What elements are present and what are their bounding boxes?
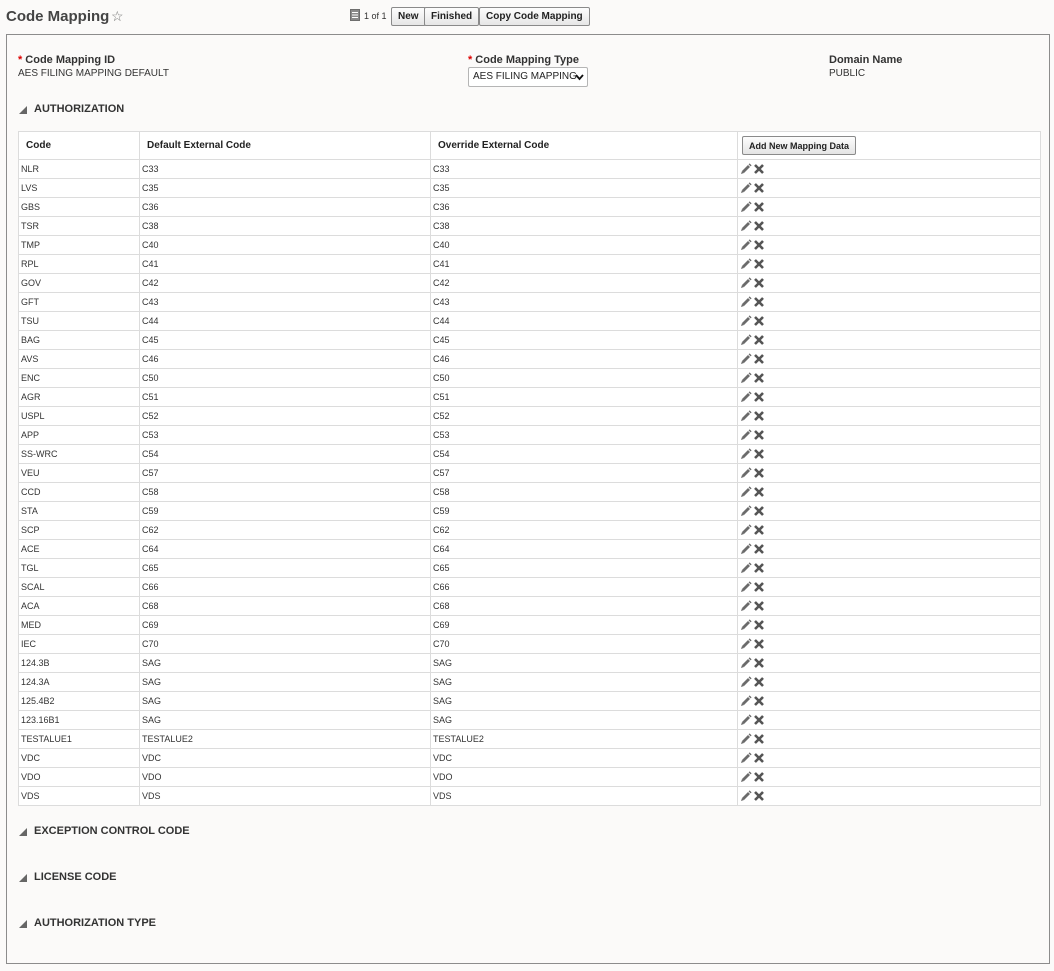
- edit-pencil-icon[interactable]: [740, 581, 752, 593]
- table-row[interactable]: [19, 388, 1041, 407]
- code-cell: SCAL: [19, 578, 140, 597]
- default-external-code-cell: C53: [140, 426, 431, 445]
- edit-pencil-icon[interactable]: [740, 467, 752, 479]
- delete-x-icon[interactable]: [753, 657, 765, 669]
- default-external-code-cell: C62: [140, 521, 431, 540]
- table-row[interactable]: [19, 445, 1041, 464]
- delete-x-icon[interactable]: [753, 296, 765, 308]
- delete-x-icon[interactable]: [753, 277, 765, 289]
- favorite-star-icon[interactable]: ☆: [111, 8, 124, 24]
- code-cell: ACE: [19, 540, 140, 559]
- default-external-code-cell: C36: [140, 198, 431, 217]
- code-cell: VDS: [19, 787, 140, 806]
- table-row[interactable]: [19, 236, 1041, 255]
- row-actions-cell: [738, 616, 1041, 635]
- collapse-triangle-icon: [19, 828, 27, 836]
- mapping-table: [18, 131, 1041, 806]
- column-header-default-external-code: Default External Code: [140, 132, 431, 160]
- delete-x-icon[interactable]: [753, 334, 765, 346]
- override-external-code-cell: SAG: [431, 654, 738, 673]
- row-actions-cell: [738, 483, 1041, 502]
- code-cell: TMP: [19, 236, 140, 255]
- table-row[interactable]: [19, 312, 1041, 331]
- default-external-code-cell: C51: [140, 388, 431, 407]
- page-title: Code Mapping: [6, 8, 110, 25]
- code-cell: VDO: [19, 768, 140, 787]
- top-bar: [0, 0, 1054, 34]
- edit-pencil-icon[interactable]: [740, 239, 752, 251]
- default-external-code-cell: C68: [140, 597, 431, 616]
- edit-pencil-icon[interactable]: [740, 676, 752, 688]
- row-actions-cell: [738, 597, 1041, 616]
- row-actions-cell: [738, 388, 1041, 407]
- override-external-code-cell: C42: [431, 274, 738, 293]
- code-cell: TGL: [19, 559, 140, 578]
- edit-pencil-icon[interactable]: [740, 410, 752, 422]
- edit-pencil-icon[interactable]: [740, 714, 752, 726]
- delete-x-icon[interactable]: [753, 429, 765, 441]
- section-title: EXCEPTION CONTROL CODE: [34, 825, 190, 837]
- row-actions-cell: [738, 540, 1041, 559]
- table-row[interactable]: [19, 711, 1041, 730]
- code-cell: MED: [19, 616, 140, 635]
- code-cell: APP: [19, 426, 140, 445]
- delete-x-icon[interactable]: [753, 486, 765, 498]
- edit-pencil-icon[interactable]: [740, 600, 752, 612]
- default-external-code-cell: C69: [140, 616, 431, 635]
- delete-x-icon[interactable]: [753, 562, 765, 574]
- override-external-code-cell: C36: [431, 198, 738, 217]
- section-title: AUTHORIZATION TYPE: [34, 917, 157, 929]
- override-external-code-cell: C35: [431, 179, 738, 198]
- override-external-code-cell: C45: [431, 331, 738, 350]
- row-actions-cell: [738, 578, 1041, 597]
- delete-x-icon[interactable]: [753, 391, 765, 403]
- code-cell: GOV: [19, 274, 140, 293]
- code-cell: ENC: [19, 369, 140, 388]
- table-row[interactable]: [19, 198, 1041, 217]
- override-external-code-cell: C68: [431, 597, 738, 616]
- default-external-code-cell: C35: [140, 179, 431, 198]
- table-row[interactable]: [19, 255, 1041, 274]
- default-external-code-cell: C44: [140, 312, 431, 331]
- row-actions-cell: [738, 464, 1041, 483]
- override-external-code-cell: C38: [431, 217, 738, 236]
- code-cell: LVS: [19, 179, 140, 198]
- finished-button[interactable]: Finished: [424, 7, 479, 26]
- delete-x-icon[interactable]: [753, 543, 765, 555]
- edit-pencil-icon[interactable]: [740, 752, 752, 764]
- default-external-code-cell: C40: [140, 236, 431, 255]
- override-external-code-cell: C44: [431, 312, 738, 331]
- code-cell: USPL: [19, 407, 140, 426]
- table-row[interactable]: [19, 407, 1041, 426]
- override-external-code-cell: C64: [431, 540, 738, 559]
- row-actions-cell: [738, 198, 1041, 217]
- delete-x-icon[interactable]: [753, 638, 765, 650]
- edit-pencil-icon[interactable]: [740, 543, 752, 555]
- table-row[interactable]: [19, 597, 1041, 616]
- default-external-code-cell: C66: [140, 578, 431, 597]
- row-actions-cell: [738, 236, 1041, 255]
- default-external-code-cell: C64: [140, 540, 431, 559]
- code-mapping-id-value: AES FILING MAPPING DEFAULT: [18, 68, 169, 79]
- delete-x-icon[interactable]: [753, 163, 765, 175]
- override-external-code-cell: C62: [431, 521, 738, 540]
- default-external-code-cell: C57: [140, 464, 431, 483]
- collapse-triangle-icon: [19, 920, 27, 928]
- default-external-code-cell: SAG: [140, 654, 431, 673]
- code-mapping-type-value: AES FILING MAPPING: [473, 71, 577, 82]
- code-cell: 125.4B2: [19, 692, 140, 711]
- code-cell: AVS: [19, 350, 140, 369]
- add-new-mapping-data-button[interactable]: Add New Mapping Data: [742, 136, 856, 155]
- code-cell: STA: [19, 502, 140, 521]
- default-external-code-cell: C70: [140, 635, 431, 654]
- default-external-code-cell: C43: [140, 293, 431, 312]
- code-mapping-type-select[interactable]: [468, 67, 588, 87]
- code-cell: GBS: [19, 198, 140, 217]
- edit-pencil-icon[interactable]: [740, 296, 752, 308]
- delete-x-icon[interactable]: [753, 733, 765, 745]
- override-external-code-cell: C40: [431, 236, 738, 255]
- code-cell: VEU: [19, 464, 140, 483]
- edit-pencil-icon[interactable]: [740, 220, 752, 232]
- delete-x-icon[interactable]: [753, 239, 765, 251]
- table-row[interactable]: [19, 559, 1041, 578]
- table-row[interactable]: [19, 369, 1041, 388]
- override-external-code-cell: SAG: [431, 711, 738, 730]
- edit-pencil-icon[interactable]: [740, 638, 752, 650]
- copy-code-mapping-button[interactable]: Copy Code Mapping: [479, 7, 590, 26]
- override-external-code-cell: C41: [431, 255, 738, 274]
- delete-x-icon[interactable]: [753, 790, 765, 802]
- override-external-code-cell: VDO: [431, 768, 738, 787]
- code-cell: GFT: [19, 293, 140, 312]
- default-external-code-cell: C65: [140, 559, 431, 578]
- code-cell: SCP: [19, 521, 140, 540]
- edit-pencil-icon[interactable]: [740, 790, 752, 802]
- delete-x-icon[interactable]: [753, 220, 765, 232]
- required-marker: *: [468, 54, 473, 66]
- default-external-code-cell: SAG: [140, 692, 431, 711]
- default-external-code-cell: C33: [140, 160, 431, 179]
- section-title: LICENSE CODE: [34, 871, 117, 883]
- code-cell: VDC: [19, 749, 140, 768]
- table-row[interactable]: [19, 217, 1041, 236]
- default-external-code-cell: C54: [140, 445, 431, 464]
- table-row[interactable]: [19, 274, 1041, 293]
- table-row[interactable]: [19, 654, 1041, 673]
- table-row[interactable]: [19, 293, 1041, 312]
- edit-pencil-icon[interactable]: [740, 619, 752, 631]
- row-actions-cell: [738, 160, 1041, 179]
- delete-x-icon[interactable]: [753, 201, 765, 213]
- table-row[interactable]: [19, 635, 1041, 654]
- row-actions-cell: [738, 369, 1041, 388]
- table-row[interactable]: [19, 521, 1041, 540]
- chevron-down-icon: [575, 73, 584, 81]
- edit-pencil-icon[interactable]: [740, 771, 752, 783]
- table-row[interactable]: [19, 464, 1041, 483]
- table-row[interactable]: [19, 540, 1041, 559]
- code-cell: 124.3B: [19, 654, 140, 673]
- table-row[interactable]: [19, 692, 1041, 711]
- collapse-triangle-icon: [19, 874, 27, 882]
- delete-x-icon[interactable]: [753, 372, 765, 384]
- table-row[interactable]: [19, 160, 1041, 179]
- table-row[interactable]: [19, 749, 1041, 768]
- edit-pencil-icon[interactable]: [740, 182, 752, 194]
- override-external-code-cell: C58: [431, 483, 738, 502]
- delete-x-icon[interactable]: [753, 353, 765, 365]
- table-row[interactable]: [19, 768, 1041, 787]
- code-mapping-id-label: * Code Mapping ID: [18, 54, 116, 66]
- delete-x-icon[interactable]: [753, 505, 765, 517]
- row-actions-cell: [738, 255, 1041, 274]
- override-external-code-cell: C59: [431, 502, 738, 521]
- override-external-code-cell: C65: [431, 559, 738, 578]
- code-cell: RPL: [19, 255, 140, 274]
- row-actions-cell: [738, 217, 1041, 236]
- delete-x-icon[interactable]: [753, 524, 765, 536]
- override-external-code-cell: C54: [431, 445, 738, 464]
- edit-pencil-icon[interactable]: [740, 163, 752, 175]
- delete-x-icon[interactable]: [753, 752, 765, 764]
- table-row[interactable]: [19, 578, 1041, 597]
- default-external-code-cell: C38: [140, 217, 431, 236]
- override-external-code-cell: SAG: [431, 692, 738, 711]
- code-cell: ACA: [19, 597, 140, 616]
- table-row[interactable]: [19, 787, 1041, 806]
- override-external-code-cell: C51: [431, 388, 738, 407]
- delete-x-icon[interactable]: [753, 714, 765, 726]
- edit-pencil-icon[interactable]: [740, 486, 752, 498]
- row-actions-cell: [738, 293, 1041, 312]
- page-list-icon: [350, 9, 360, 21]
- default-external-code-cell: C45: [140, 331, 431, 350]
- override-external-code-cell: VDS: [431, 787, 738, 806]
- default-external-code-cell: C52: [140, 407, 431, 426]
- delete-x-icon[interactable]: [753, 581, 765, 593]
- default-external-code-cell: C42: [140, 274, 431, 293]
- default-external-code-cell: C58: [140, 483, 431, 502]
- pager-count: 1 of 1: [364, 11, 387, 21]
- override-external-code-cell: C50: [431, 369, 738, 388]
- edit-pencil-icon[interactable]: [740, 391, 752, 403]
- code-mapping-type-label: * Code Mapping Type: [468, 54, 579, 66]
- row-actions-cell: [738, 673, 1041, 692]
- row-actions-cell: [738, 502, 1041, 521]
- code-cell: 123.16B1: [19, 711, 140, 730]
- delete-x-icon[interactable]: [753, 771, 765, 783]
- code-cell: AGR: [19, 388, 140, 407]
- edit-pencil-icon[interactable]: [740, 733, 752, 745]
- delete-x-icon[interactable]: [753, 258, 765, 270]
- default-external-code-cell: C46: [140, 350, 431, 369]
- domain-name-label: Domain Name: [829, 54, 903, 66]
- default-external-code-cell: VDO: [140, 768, 431, 787]
- row-actions-cell: [738, 768, 1041, 787]
- edit-pencil-icon[interactable]: [740, 315, 752, 327]
- code-cell: TSU: [19, 312, 140, 331]
- override-external-code-cell: C53: [431, 426, 738, 445]
- default-external-code-cell: C59: [140, 502, 431, 521]
- override-external-code-cell: SAG: [431, 673, 738, 692]
- override-external-code-cell: C70: [431, 635, 738, 654]
- edit-pencil-icon[interactable]: [740, 505, 752, 517]
- code-cell: TSR: [19, 217, 140, 236]
- delete-x-icon[interactable]: [753, 467, 765, 479]
- column-header-override-external-code: Override External Code: [431, 132, 738, 160]
- edit-pencil-icon[interactable]: [740, 562, 752, 574]
- default-external-code-cell: TESTALUE2: [140, 730, 431, 749]
- delete-x-icon[interactable]: [753, 695, 765, 707]
- edit-pencil-icon[interactable]: [740, 201, 752, 213]
- override-external-code-cell: C57: [431, 464, 738, 483]
- required-marker: *: [18, 54, 23, 66]
- table-row[interactable]: [19, 331, 1041, 350]
- edit-pencil-icon[interactable]: [740, 657, 752, 669]
- row-actions-cell: [738, 635, 1041, 654]
- row-actions-cell: [738, 711, 1041, 730]
- code-cell: 124.3A: [19, 673, 140, 692]
- section-title: AUTHORIZATION: [34, 103, 125, 115]
- delete-x-icon[interactable]: [753, 619, 765, 631]
- row-actions-cell: [738, 521, 1041, 540]
- table-row[interactable]: [19, 502, 1041, 521]
- override-external-code-cell: C46: [431, 350, 738, 369]
- code-cell: TESTALUE1: [19, 730, 140, 749]
- delete-x-icon[interactable]: [753, 676, 765, 688]
- table-row[interactable]: [19, 426, 1041, 445]
- override-external-code-cell: C43: [431, 293, 738, 312]
- edit-pencil-icon[interactable]: [740, 277, 752, 289]
- table-row[interactable]: [19, 616, 1041, 635]
- column-header-code: Code: [19, 132, 140, 160]
- delete-x-icon[interactable]: [753, 182, 765, 194]
- row-actions-cell: [738, 350, 1041, 369]
- override-external-code-cell: TESTALUE2: [431, 730, 738, 749]
- edit-pencil-icon[interactable]: [740, 448, 752, 460]
- delete-x-icon[interactable]: [753, 600, 765, 612]
- row-actions-cell: [738, 445, 1041, 464]
- default-external-code-cell: SAG: [140, 711, 431, 730]
- table-row[interactable]: [19, 179, 1041, 198]
- default-external-code-cell: SAG: [140, 673, 431, 692]
- override-external-code-cell: VDC: [431, 749, 738, 768]
- edit-pencil-icon[interactable]: [740, 334, 752, 346]
- override-external-code-cell: C66: [431, 578, 738, 597]
- edit-pencil-icon[interactable]: [740, 258, 752, 270]
- row-actions-cell: [738, 426, 1041, 445]
- override-external-code-cell: C69: [431, 616, 738, 635]
- row-actions-cell: [738, 559, 1041, 578]
- row-actions-cell: [738, 692, 1041, 711]
- edit-pencil-icon[interactable]: [740, 372, 752, 384]
- new-button[interactable]: New: [391, 7, 426, 26]
- table-row[interactable]: [19, 730, 1041, 749]
- row-actions-cell: [738, 787, 1041, 806]
- table-row[interactable]: [19, 673, 1041, 692]
- default-external-code-cell: C41: [140, 255, 431, 274]
- code-cell: NLR: [19, 160, 140, 179]
- collapse-triangle-icon: [19, 106, 27, 114]
- main-panel: [6, 34, 1050, 964]
- edit-pencil-icon[interactable]: [740, 429, 752, 441]
- column-header-actions: [738, 132, 1041, 160]
- row-actions-cell: [738, 312, 1041, 331]
- delete-x-icon[interactable]: [753, 315, 765, 327]
- row-actions-cell: [738, 730, 1041, 749]
- default-external-code-cell: VDC: [140, 749, 431, 768]
- row-actions-cell: [738, 654, 1041, 673]
- row-actions-cell: [738, 179, 1041, 198]
- row-actions-cell: [738, 331, 1041, 350]
- default-external-code-cell: VDS: [140, 787, 431, 806]
- code-cell: IEC: [19, 635, 140, 654]
- edit-pencil-icon[interactable]: [740, 524, 752, 536]
- row-actions-cell: [738, 749, 1041, 768]
- delete-x-icon[interactable]: [753, 448, 765, 460]
- row-actions-cell: [738, 274, 1041, 293]
- row-actions-cell: [738, 407, 1041, 426]
- delete-x-icon[interactable]: [753, 410, 765, 422]
- override-external-code-cell: C52: [431, 407, 738, 426]
- code-cell: BAG: [19, 331, 140, 350]
- override-external-code-cell: C33: [431, 160, 738, 179]
- edit-pencil-icon[interactable]: [740, 353, 752, 365]
- table-row[interactable]: [19, 350, 1041, 369]
- table-row[interactable]: [19, 483, 1041, 502]
- code-cell: CCD: [19, 483, 140, 502]
- code-cell: SS-WRC: [19, 445, 140, 464]
- domain-name-value: PUBLIC: [829, 68, 866, 79]
- default-external-code-cell: C50: [140, 369, 431, 388]
- edit-pencil-icon[interactable]: [740, 695, 752, 707]
- table-header-row: [19, 132, 1041, 160]
